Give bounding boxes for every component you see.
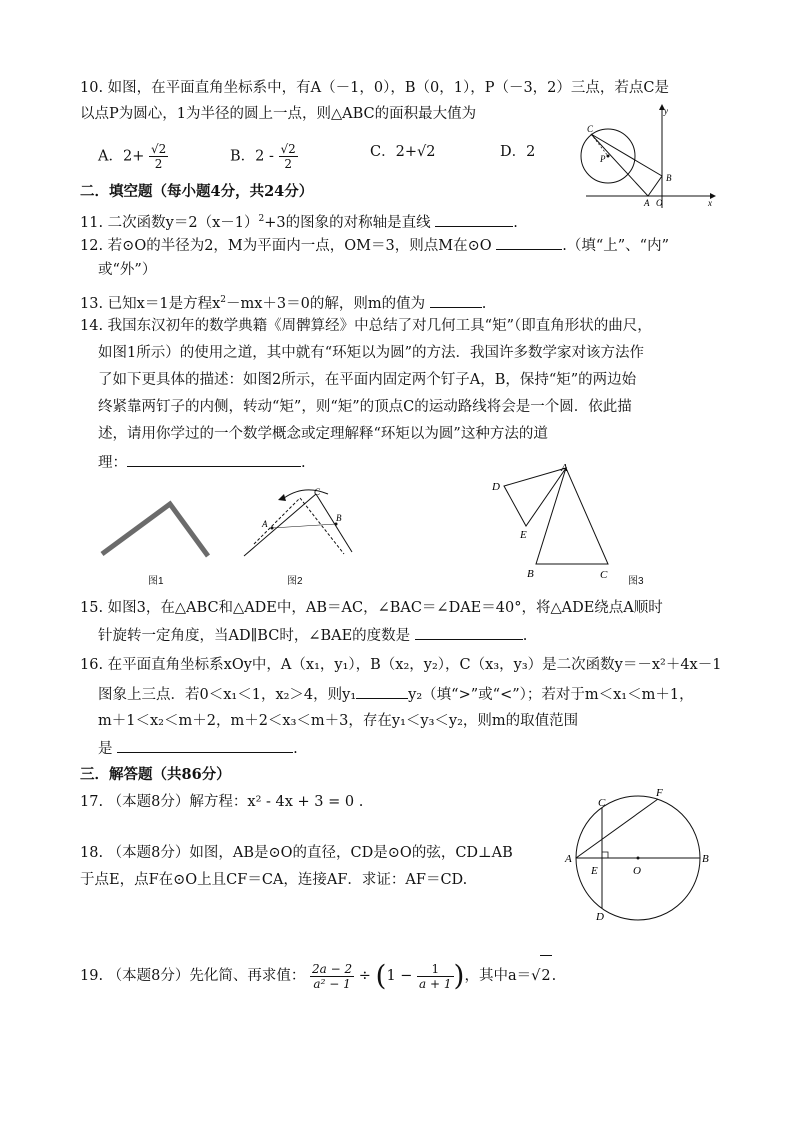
q19-fraction-1: $\frac{2a - 2}{\text{a² − 1}}$ bbox=[312, 961, 353, 991]
q15-line2: 针旋转一定角度，当AD∥BC时，∠BAE的度数是 . bbox=[98, 624, 527, 646]
q10-line2: 以点P为圆心，1为半径的圆上一点，则△ABC的面积最大值为 bbox=[80, 106, 477, 122]
fig18-label-d: D bbox=[596, 911, 604, 923]
q13-answer-blank[interactable] bbox=[430, 292, 482, 308]
q16-line2: 图象上三点．若0＜x₁＜1，x₂＞4，则y₁ y₂（填“>”或“<”）；若对于m＜x₁＜m＋1， bbox=[98, 683, 694, 705]
fig18-label-a: A bbox=[565, 853, 572, 865]
fig10-label-x: x bbox=[708, 198, 712, 208]
q10-option-b: B．2 - $\frac{√2}{2}$ bbox=[230, 142, 296, 171]
fig3-label-a: A bbox=[561, 462, 568, 474]
q18-line2: 于点E，点F在⊙O上且CF＝CA，连接AF．求证：AF＝CD. bbox=[80, 872, 468, 888]
q12-answer-blank[interactable] bbox=[496, 234, 562, 250]
fig10-label-o: O bbox=[656, 198, 663, 208]
fig2-label-b: B bbox=[336, 513, 342, 523]
q11-answer-blank[interactable] bbox=[435, 211, 513, 227]
fig18-label-o: O bbox=[633, 865, 641, 877]
fig3-caption: 图3 bbox=[628, 576, 644, 587]
q15-answer-blank[interactable] bbox=[415, 624, 523, 640]
q16-answer-blank-1[interactable] bbox=[356, 683, 408, 699]
fig2-label-a: A bbox=[262, 519, 268, 529]
fig10-label-a: A bbox=[644, 198, 650, 208]
fig1-caption: 图1 bbox=[148, 576, 164, 587]
section-3-title: 三．解答题（共86分） bbox=[80, 766, 231, 783]
q19-fraction-2: $\frac{1}{a + 1}$ bbox=[419, 961, 452, 991]
q19: 19. （本题8分）先化简、再求值： $\frac{2a - 2}{\text{a² − 1}}$ ÷ (1 − $\frac{1}{a + 1}$ )，其中a＝√2. bbox=[80, 955, 556, 996]
q14-figure-2 bbox=[244, 484, 356, 564]
q14-line4: 终紧靠两钉子的内侧，转动“矩”，则“矩”的顶点C的运动路线将会是一个圆．依此描 bbox=[98, 399, 632, 415]
fig18-label-e: E bbox=[591, 865, 598, 877]
fig10-label-b: B bbox=[666, 173, 672, 183]
q18-figure bbox=[562, 786, 722, 926]
fig10-label-y: y bbox=[664, 106, 668, 116]
q14-figure-3 bbox=[488, 460, 628, 584]
fig10-label-c: C bbox=[587, 124, 594, 134]
fig10-label-p: P bbox=[600, 154, 606, 164]
q16-line3: m＋1＜x₂＜m＋2，m＋2＜x₃＜m＋3，存在y₁＜y₃＜y₂，则m的取值范围 bbox=[98, 713, 579, 729]
q10-option-c: C．2+√2 bbox=[370, 144, 436, 160]
q15-line1: 15. 如图3，在△ABC和△ADE中，AB＝AC，∠BAC＝∠DAE＝40°，将△ADE绕点A顺时 bbox=[80, 600, 663, 616]
section-2-title: 二．填空题（每小题4分，共24分） bbox=[80, 183, 314, 200]
q10-line1: 10. 如图，在平面直角坐标系中，有A（－1，0），B（0，1），P（－3，2）三点，若点C是 bbox=[80, 80, 669, 96]
q11: 11. 二次函数$y=2(x-1)^2+3$的图象的对称轴是直线 . bbox=[80, 209, 518, 233]
q13: 13. 已知x＝1是方程$x^2-mx+3=0$的解，则m的值为 . bbox=[80, 290, 486, 314]
q10-option-d: D．2 bbox=[500, 144, 536, 160]
q17: 17. （本题8分）解方程：x² - 4x + 3 = 0 . bbox=[80, 794, 364, 810]
q12-line2: 或“外”） bbox=[98, 262, 157, 278]
fig3-label-c: C bbox=[600, 569, 608, 581]
q16-line1: 16. 在平面直角坐标系xOy中，A（x₁，y₁），B（x₂，y₂），C（x₃，y₃）是二次函数y＝－x²＋4x－1 bbox=[80, 657, 722, 673]
q14-answer-blank[interactable] bbox=[127, 451, 301, 467]
fig2-caption: 图2 bbox=[287, 576, 303, 587]
fig3-label-d: D bbox=[492, 481, 500, 493]
fig18-label-f: F bbox=[656, 787, 663, 799]
q10-option-a: A．2+ $\frac{√2}{2}$ bbox=[98, 142, 167, 171]
q14-figure-1 bbox=[100, 498, 212, 560]
fig3-label-b: B bbox=[527, 568, 534, 580]
q14-line3: 了如下更具体的描述：如图2所示，在平面内固定两个钉子A，B，保持“矩”的两边始 bbox=[98, 372, 637, 388]
q14-line2: 如图1所示）的使用之道，其中就有“环矩以为圆”的方法．我国许多数学家对该方法作 bbox=[98, 345, 645, 361]
fig18-label-b: B bbox=[702, 853, 709, 865]
q12-line1: 12. 若⊙O的半径为2，M为平面内一点，OM＝3，则点M在⊙O .（填“上”、“内” bbox=[80, 234, 669, 256]
q16-line4: 是 . bbox=[98, 737, 298, 759]
fig2-label-c: C bbox=[314, 487, 321, 497]
fig3-label-e: E bbox=[520, 529, 527, 541]
q14-line6: 理： . bbox=[98, 451, 306, 473]
q14-line5: 述，请用你学过的一个数学概念或定理解释“环矩以为圆”这种方法的道 bbox=[98, 426, 548, 442]
fig18-label-c: C bbox=[598, 797, 606, 809]
q14-line1: 14. 我国东汉初年的数学典籍《周髀算经》中总结了对几何工具“矩”（即直角形状的曲尺， bbox=[80, 318, 652, 334]
q18-line1: 18. （本题8分）如图，AB是⊙O的直径，CD是⊙O的弦，CD⊥AB bbox=[80, 845, 513, 861]
q10-figure bbox=[586, 104, 716, 208]
q16-answer-blank-2[interactable] bbox=[117, 737, 293, 753]
